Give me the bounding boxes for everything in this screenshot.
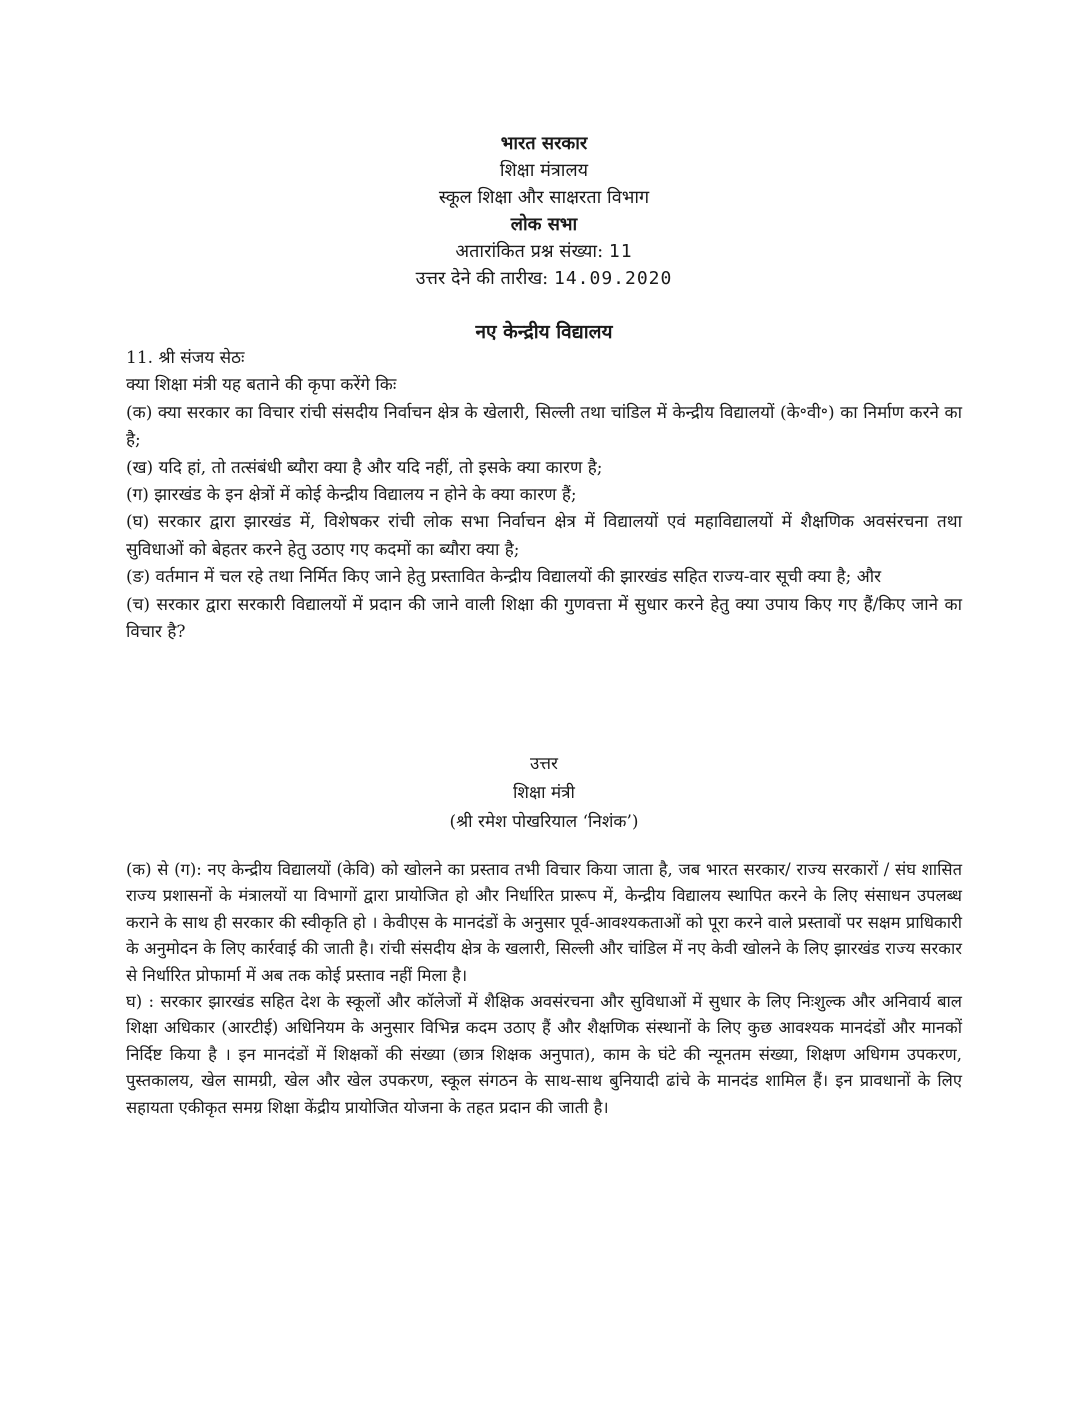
answer-section: [126, 857, 962, 1121]
department-name: स्कूल शिक्षा और साक्षरता विभाग: [438, 187, 650, 208]
question-number: 11: [608, 241, 633, 262]
question-number-line: [0, 238, 1088, 265]
answer-header: [0, 750, 1088, 837]
question-part-gha: (घ) सरकार द्वारा झारखंड में, विशेषकर रांची लोक सभा निर्वाचन क्षेत्र में विद्यालयों एवं महाविद्यालयों में शैक्षणिक अवसंरचना तथा सुविधाओं को बेहतर करने हेतु उठाए गए कदमों का ब्यौरा क्या है;: [126, 512, 962, 560]
question-part-ka: (क) क्या सरकार का विचार रांची संसदीय निर्वाचन क्षेत्र के खेलारी, सिल्ली तथा चांडिल में केन्द्रीय विद्यालयों (के॰वी॰) का निर्माण करने का है;: [126, 402, 962, 451]
house-name: लोक सभा: [510, 214, 578, 235]
document-header: [0, 130, 1088, 292]
question-intro: क्या शिक्षा मंत्री यह बताने की कृपा करेंगे किः: [126, 375, 397, 396]
ministry-name: शिक्षा मंत्रालय: [499, 160, 589, 181]
question-part-kha: (ख) यदि हां, तो तत्संबंधी ब्यौरा क्या है और यदि नहीं, तो इसके क्या कारण है;: [126, 457, 603, 478]
answer-paragraph: (क) से (ग): नए केन्द्रीय विद्यालयों (केवि) को खोलने का प्रस्ताव तभी विचार किया जाता है, जब भारत सरकार/ राज्य सरकारों / संघ शासित राज्य प्रशासनों के मंत्रालयों या विभागों द्वारा प्रायोजित हो और निर्धारित प्रारूप में, केन्द्रीय विद्यालय स्थापित करने के लिए संसाधन उपलब्ध कराने के साथ ही सरकार की स्वीकृति हो । केवीएस के मानदंडों के अनुसार पूर्व-आवश्यकताओं को पूरा करने वाले प्रस्तावों पर सक्षम प्राधिकारी के अनुमोदन के लिए कार्रवाई की जाती है। रांची संसदीय क्षेत्र के खलारी, सिल्ली और चांडिल में नए केवी खोलने के लिए झारखंड राज्य सरकार से निर्धारित प्रोफार्मा में अब तक कोई प्रस्ताव नहीं मिला है।: [126, 860, 962, 985]
answer-date-label: उत्तर देने की तारीख:: [415, 268, 549, 289]
answer-paragraph: घ) : सरकार झारखंड सहित देश के स्कूलों और कॉलेजों में शैक्षिक अवसंरचना और सुविधाओं में सुधार के लिए निःशुल्क और अनिवार्य बाल शिक्षा अधिकार (आरटीई) अधिनियम के अनुसार विभिन्न कदम उठाए हैं और शैक्षणिक संस्थानों के लिए कुछ आवश्यक मानदंडों और मानकों निर्दिष्ट किया है । इन मानदंडों में शिक्षकों की संख्या (छात्र शिक्षक अनुपात), काम के घंटे की न्यूनतम संख्या, शिक्षण अधिगम उपकरण, पुस्तकालय, खेल सामग्री, खेल और खेल उपकरण, स्कूल संगठन के साथ-साथ बुनियादी ढांचे के मानदंड शामिल हैं। इन प्रावधानों के लिए सहायता एकीकृत समग्र शिक्षा केंद्रीय प्रायोजित योजना के तहत प्रदान की जाती है।: [126, 992, 962, 1117]
answer-date: 14.09.2020: [553, 268, 673, 289]
minister-title: शिक्षा मंत्री: [513, 783, 575, 803]
minister-name: (श्री रमेश पोखरियाल ‘निशंक’): [449, 812, 639, 832]
question-part-cha: (च) सरकार द्वारा सरकारी विद्यालयों में प्रदान की जाने वाली शिक्षा की गुणवत्ता में सुधार करने हेतु क्या उपाय किए गए हैं/किए जाने का विचार है?: [126, 594, 962, 643]
member-name: 11. श्री संजय सेठः: [126, 348, 245, 368]
government-name: भारत सरकार: [500, 133, 588, 154]
answer-date-line: [0, 265, 1088, 292]
document-title: नए केन्द्रीय विद्यालय: [475, 321, 613, 343]
question-number-label: अतारांकित प्रश्न संख्या:: [455, 241, 604, 262]
question-part-ga: (ग) झारखंड के इन क्षेत्रों में कोई केन्द्रीय विद्यालय न होने के क्या कारण हैं;: [126, 485, 577, 506]
question-section: [126, 345, 962, 646]
answer-heading: उत्तर: [529, 754, 559, 774]
question-part-nga: (ङ) वर्तमान में चल रहे तथा निर्मित किए जाने हेतु प्रस्तावित केन्द्रीय विद्यालयों की झारखंड सहित राज्य-वार सूची क्या है; और: [126, 567, 882, 588]
